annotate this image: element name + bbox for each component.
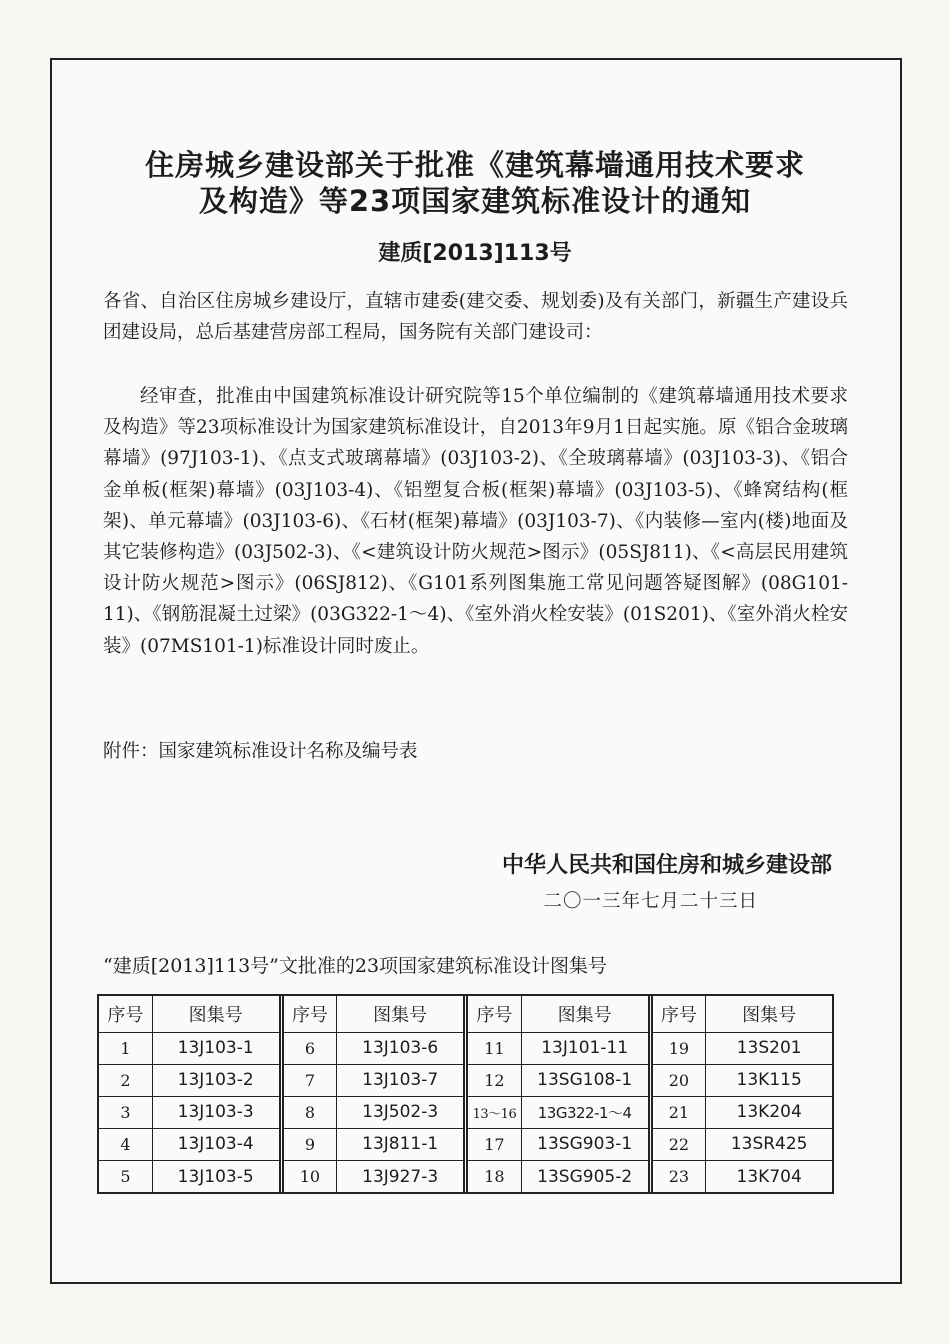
table-header-row xyxy=(468,996,648,1032)
table-row xyxy=(468,1032,648,1064)
row-code: 13J811-1 xyxy=(362,1134,439,1155)
row-code: 13J103-5 xyxy=(177,1166,254,1187)
document-number: 建质[2013]113号 xyxy=(378,241,572,266)
row-code: 13SG905-2 xyxy=(537,1166,633,1187)
row-no: 8 xyxy=(284,1097,338,1128)
row-no: 22 xyxy=(653,1129,707,1160)
table-row xyxy=(99,1064,279,1096)
row-no: 19 xyxy=(653,1033,707,1064)
header-code: 图集号 xyxy=(188,1004,243,1026)
table-row xyxy=(99,1128,279,1160)
notice-title-line1: 住房城乡建设部关于批准《建筑幕墙通用技术要求 xyxy=(144,148,805,182)
table-group-4 xyxy=(648,996,833,1192)
notice-title-line2: 及构造》等23项国家建筑标准设计的通知 xyxy=(198,184,752,218)
row-code: 13G322-1～4 xyxy=(537,1103,632,1122)
row-code: 13J927-3 xyxy=(362,1166,439,1187)
table-row xyxy=(284,1032,464,1064)
table-row xyxy=(284,1160,464,1192)
row-no: 23 xyxy=(653,1161,707,1192)
row-no: 4 xyxy=(99,1129,153,1160)
table-group-2 xyxy=(279,996,464,1192)
table-header-row xyxy=(653,996,833,1032)
row-no: 18 xyxy=(468,1161,522,1192)
attachment-line: 附件：国家建筑标准设计名称及编号表 xyxy=(103,741,418,762)
row-code: 13J103-4 xyxy=(177,1134,254,1155)
row-code: 13J101-11 xyxy=(541,1038,629,1059)
row-code: 13J103-6 xyxy=(362,1038,439,1059)
header-no: 序号 xyxy=(468,996,522,1032)
row-code: 13K204 xyxy=(736,1102,802,1123)
atlas-number-table xyxy=(97,994,834,1194)
row-no: 6 xyxy=(284,1033,338,1064)
table-row xyxy=(99,1096,279,1128)
row-no: 21 xyxy=(653,1097,707,1128)
table-row xyxy=(468,1160,648,1192)
row-code: 13J502-3 xyxy=(362,1102,439,1123)
row-code: 13J103-2 xyxy=(177,1070,254,1091)
table-row xyxy=(653,1064,833,1096)
row-no: 7 xyxy=(284,1065,338,1096)
table-row xyxy=(653,1096,833,1128)
table-caption: “建质[2013]113号”文批准的23项国家建筑标准设计图集号 xyxy=(103,955,608,977)
header-code: 图集号 xyxy=(373,1004,428,1026)
header-code: 图集号 xyxy=(557,1004,612,1026)
row-no: 12 xyxy=(468,1065,522,1096)
row-no: 10 xyxy=(284,1161,338,1192)
header-no: 序号 xyxy=(284,996,338,1032)
signature-date: 二〇一三年七月二十三日 xyxy=(543,891,758,912)
row-no: 5 xyxy=(99,1161,153,1192)
table-row xyxy=(653,1128,833,1160)
row-no: 20 xyxy=(653,1065,707,1096)
row-no: 11 xyxy=(468,1033,522,1064)
table-row xyxy=(468,1128,648,1160)
addressee-paragraph: 各省、自治区住房城乡建设厅，直辖市建委(建交委、规划委)及有关部门，新疆生产建设兵团建设局，总后基建营房部工程局，国务院有关部门建设司： xyxy=(103,291,848,344)
row-code: 13SG903-1 xyxy=(537,1134,633,1155)
body-paragraph: 经审查，批准由中国建筑标准设计研究院等15个单位编制的《建筑幕墙通用技术要求及构造》等23项标准设计为国家建筑标准设计，自2013年9月1日起实施。原《铝合金玻璃幕墙》(97J103-1)、《点支式玻璃幕墙》(03J103-2)、《全玻璃幕墙》(03J103-3)、《铝合金单板(框架)幕墙》(03J103-4)、《铝塑复合板(框架)幕墙》(03J103-5)、《蜂窝结构(框架)、单元幕墙》(03J103-6)、《石材(框架)幕墙》(03J103-7)、《内装修—室内(楼)地面及其它装修构造》(03J502-3)、《<建筑设计防火规范>图示》(05SJ811)、《<高层民用建筑设计防火规范>图示》(06SJ812)、《G101系列图集施工常见问题答疑图解》(08G101-11)、《钢筋混凝土过梁》(03G322-1～4)、《室外消火栓安装》(01S201)、《室外消火栓安装》(07MS101-1)标准设计同时废止。 xyxy=(103,386,848,657)
row-no: 13～16 xyxy=(468,1097,522,1128)
row-no: 1 xyxy=(99,1033,153,1064)
row-code: 13J103-3 xyxy=(177,1102,254,1123)
row-no: 9 xyxy=(284,1129,338,1160)
table-row xyxy=(99,1032,279,1064)
row-code: 13K704 xyxy=(736,1166,802,1187)
row-code: 13J103-1 xyxy=(177,1038,254,1059)
signature-organization: 中华人民共和国住房和城乡建设部 xyxy=(501,853,832,878)
row-code: 13SG108-1 xyxy=(537,1070,633,1091)
table-row xyxy=(284,1064,464,1096)
table-row xyxy=(99,1160,279,1192)
header-no: 序号 xyxy=(99,996,153,1032)
table-row xyxy=(468,1096,648,1128)
row-code: 13K115 xyxy=(736,1070,802,1091)
table-row xyxy=(653,1160,833,1192)
header-no: 序号 xyxy=(653,996,707,1032)
row-no: 2 xyxy=(99,1065,153,1096)
table-header-row xyxy=(99,996,279,1032)
table-row xyxy=(284,1096,464,1128)
row-code: 13SR425 xyxy=(730,1134,808,1155)
row-code: 13J103-7 xyxy=(362,1070,439,1091)
header-code: 图集号 xyxy=(742,1004,797,1026)
row-no: 3 xyxy=(99,1097,153,1128)
table-row xyxy=(468,1064,648,1096)
table-group-3 xyxy=(463,996,648,1192)
table-group-1 xyxy=(99,996,279,1192)
row-no: 17 xyxy=(468,1129,522,1160)
table-row xyxy=(284,1128,464,1160)
table-row xyxy=(653,1032,833,1064)
table-header-row xyxy=(284,996,464,1032)
row-code: 13S201 xyxy=(736,1038,802,1059)
